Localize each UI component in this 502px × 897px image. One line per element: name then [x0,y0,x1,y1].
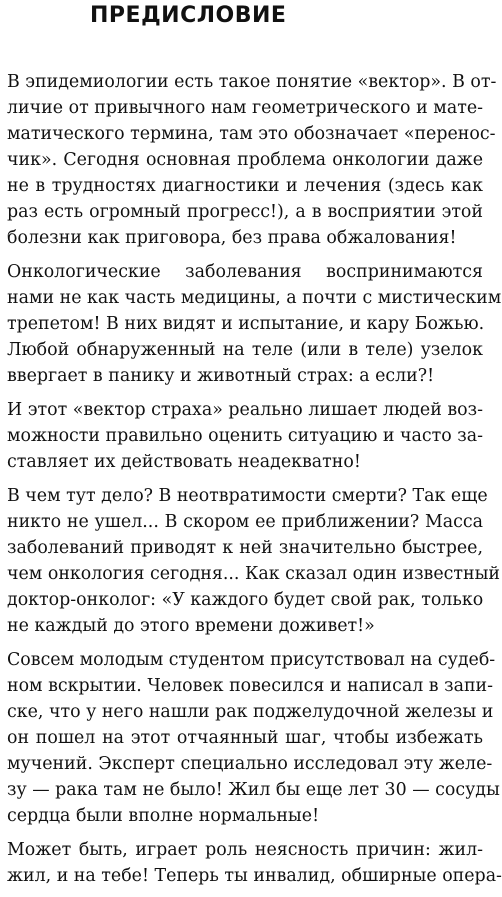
text-line: Может быть, играет роль неясность причин: жил- [7,840,483,860]
text-line: В чем тут дело? В неотвратимости смерти? Так еще [7,486,488,506]
text-line: нами не как часть медицины, а почти с мистическим [7,288,502,308]
paragraph-6 [7,837,502,889]
text-line: можности правильно оценить ситуацию и часто за- [7,426,483,446]
text-line: не в трудностях диагностики и лечения (здесь как [7,176,483,196]
paragraph-4 [7,483,501,639]
page-title: ПРЕДИСЛОВИЕ [90,3,287,28]
text-line: личие от привычного нам геометрического и мате- [7,98,483,118]
text-line: ставляет их действовать неадекватно! [7,452,361,472]
text-line: он пошел на этот отчаянный шаг, чтобы избежать [7,728,483,748]
text-line: доктор-онколог: «У каждого будет свой рак, только [7,590,484,610]
text-line: ввергает в панику и животный страх: а если?! [7,366,435,386]
text-line: И этот «вектор страха» реально лишает людей воз- [7,400,483,420]
text-line: зу — рака там не было! Жил бы еще лет 30 — сосуды [7,780,500,800]
paragraph-5 [7,647,500,829]
text-line: В эпидемиологии есть такое понятие «вектор». В от- [7,72,497,92]
text-line: не каждый до этого времени доживет!» [7,616,375,636]
paragraph-3 [7,397,483,475]
body-text [7,69,502,897]
text-line: заболеваний приводят к ней значительно быстрее, [7,538,483,558]
text-line: ном вскрытии. Человек повесился и написал в запи- [7,676,494,696]
text-line: ске, что у него нашли рак поджелудочной железы и [7,702,494,722]
text-line: чем онкология сегодня... Как сказал один известный [7,564,501,584]
text-line: болезни как приговора, без права обжалования! [7,228,457,248]
paragraph-2 [7,259,502,389]
text-line: Любой обнаруженный на теле (или в теле) узелок [7,340,483,360]
text-line: чик». Сегодня основная проблема онкологии даже [7,150,483,170]
paragraph-1 [7,69,497,251]
text-line: сердца были вполне нормальные! [7,806,320,826]
text-line: никто не ушел... В скором ее приближении? Масса [7,512,483,532]
text-line: матического термина, там это обозначает «перенос- [7,124,496,144]
text-line: раз есть огромный прогресс!), а в восприятии этой [7,202,483,222]
text-line: мучений. Эксперт специально исследовал эту желе- [7,754,493,774]
text-line: жил, и на тебе! Теперь ты инвалид, обширные опера- [7,866,502,886]
text-line: трепетом! В них видят и испытание, и кару Божью. [7,314,485,334]
text-line: Совсем молодым студентом присутствовал на судеб- [7,650,496,670]
text-line: Онкологические заболевания воспринимаются [7,262,483,282]
